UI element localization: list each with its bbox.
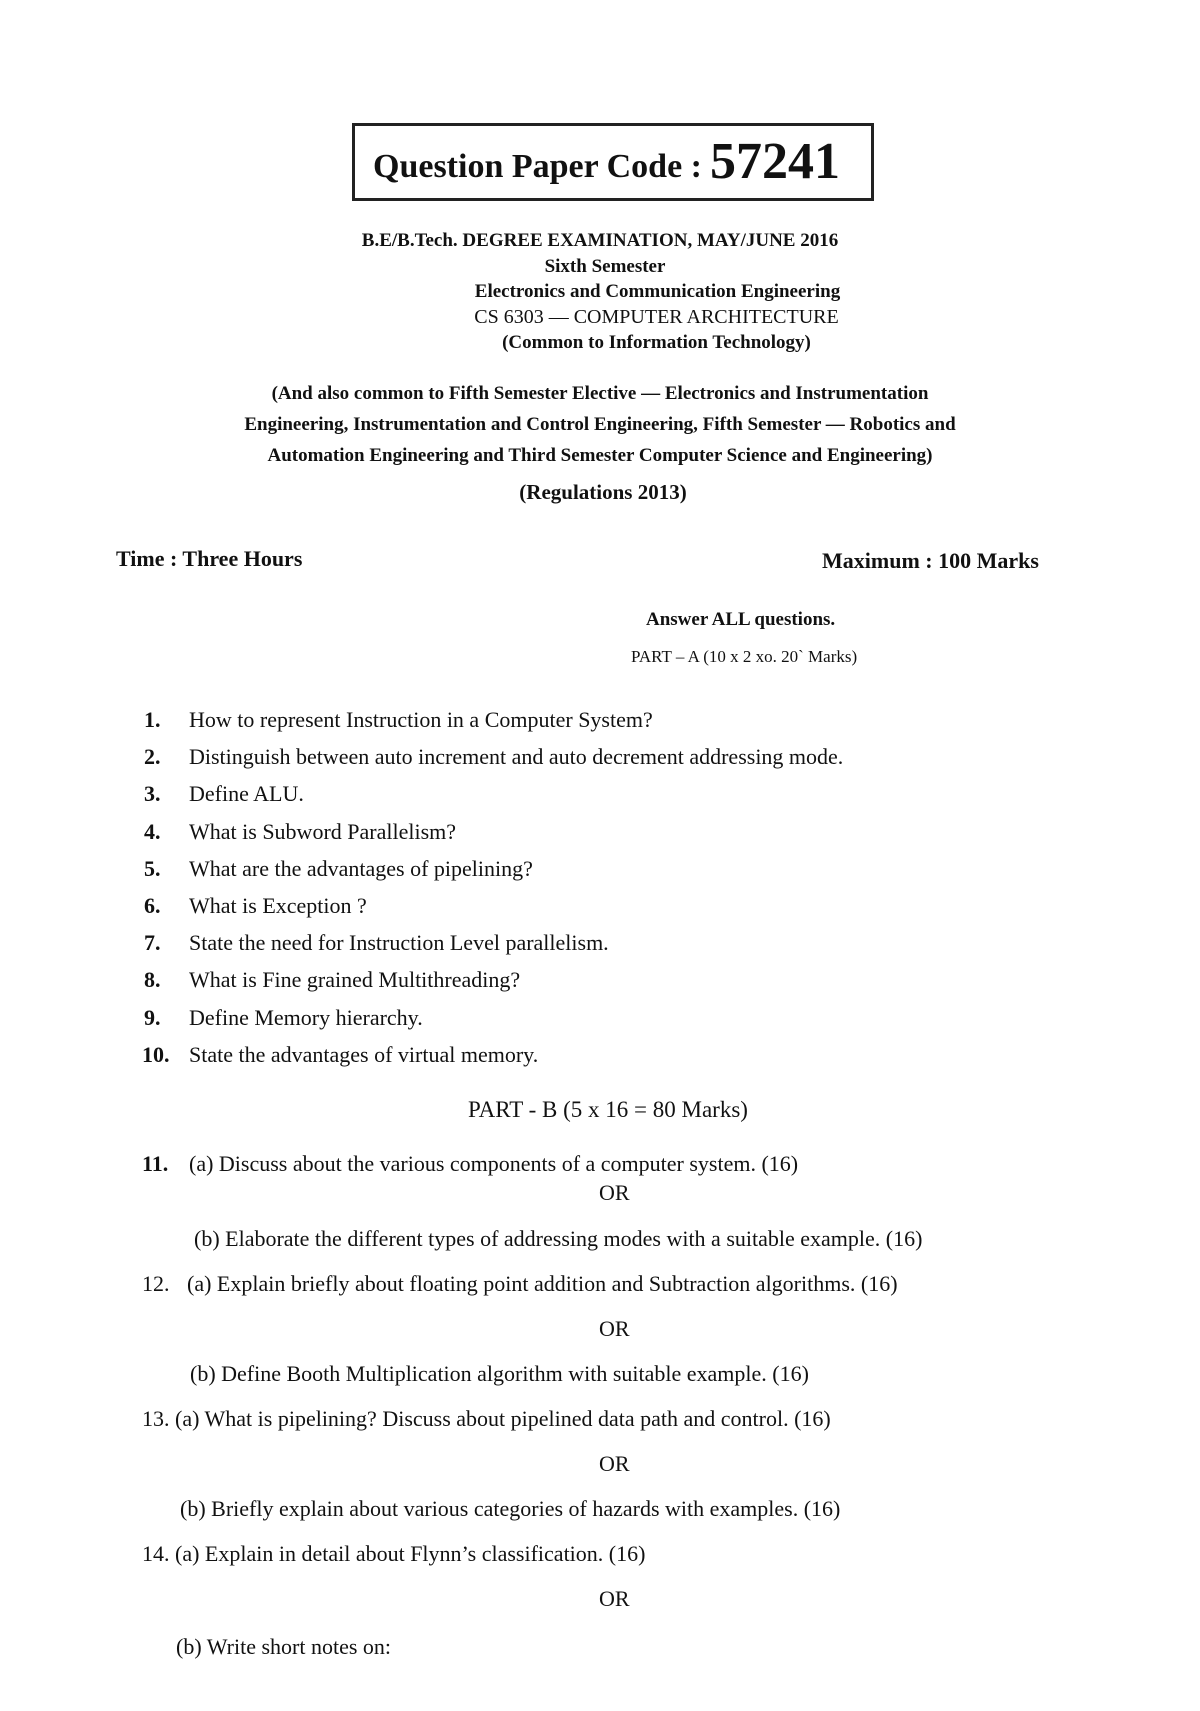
- also-common-line1: (And also common to Fifth Semester Elective — Electronics and Instrumentation: [271, 383, 929, 404]
- question-text: How to represent Instruction in a Computer System?: [189, 707, 653, 732]
- question-number: 8.: [144, 967, 161, 992]
- semester: Sixth Semester: [544, 256, 666, 277]
- exam-title: B.E/B.Tech. DEGREE EXAMINATION, MAY/JUNE 2016: [361, 230, 839, 251]
- or-label-11: OR: [599, 1180, 630, 1205]
- also-common-line3: Automation Engineering and Third Semester Computer Science and Engineering): [267, 445, 933, 466]
- q12a-text: (a) Explain briefly about floating point addition and Subtraction algorithms. (16): [187, 1271, 898, 1296]
- common-to: (Common to Information Technology): [502, 332, 811, 353]
- q14b-text: (b) Write short notes on:: [176, 1634, 392, 1659]
- question-text: What is Subword Parallelism?: [189, 819, 457, 844]
- question-number: 6.: [144, 893, 161, 918]
- question-number: 5.: [144, 856, 161, 881]
- question-number: 4.: [144, 819, 161, 844]
- question-text: What is Exception ?: [189, 893, 367, 918]
- question-number: 10.: [142, 1042, 170, 1067]
- q12b-text: (b) Define Booth Multiplication algorithm with suitable example. (16): [190, 1361, 809, 1386]
- time-label: Time : Three Hours: [116, 546, 303, 571]
- department: Electronics and Communication Engineering: [474, 281, 841, 302]
- question-paper-code-box: [352, 123, 874, 201]
- code-label: Question Paper Code :: [373, 148, 702, 185]
- question-number: 9.: [144, 1005, 161, 1030]
- question-text: Define Memory hierarchy.: [189, 1005, 423, 1030]
- question-text: Distinguish between auto increment and auto decrement addressing mode.: [189, 744, 844, 769]
- question-number: 7.: [144, 930, 161, 955]
- code-number: 57241: [710, 133, 840, 190]
- question-number: 3.: [144, 781, 161, 806]
- question-text: Define ALU.: [189, 781, 304, 806]
- question-text: What is Fine grained Multithreading?: [189, 967, 521, 992]
- part-a-heading: PART – A (10 x 2 xo. 20` Marks): [631, 647, 858, 666]
- question-text: State the need for Instruction Level parallelism.: [189, 930, 609, 955]
- question-number: 2.: [144, 744, 161, 769]
- q11a-text: (a) Discuss about the various components of a computer system. (16): [189, 1151, 799, 1176]
- regulations: (Regulations 2013): [519, 480, 687, 504]
- or-label-13: OR: [599, 1451, 630, 1476]
- q12-number: 12.: [142, 1271, 170, 1296]
- q11b-text: (b) Elaborate the different types of addressing modes with a suitable example. (16): [194, 1226, 923, 1251]
- q13b-text: (b) Briefly explain about various categories of hazards with examples. (16): [180, 1496, 841, 1521]
- q13a-text: 13. (a) What is pipelining? Discuss about pipelined data path and control. (16): [142, 1406, 831, 1431]
- max-marks-label: Maximum : 100 Marks: [822, 548, 1039, 573]
- question-text: State the advantages of virtual memory.: [189, 1042, 539, 1067]
- q14a-text: 14. (a) Explain in detail about Flynn’s classification. (16): [142, 1541, 646, 1566]
- question-text: What are the advantages of pipelining?: [189, 856, 533, 881]
- part-b-heading: PART - B (5 x 16 = 80 Marks): [468, 1097, 748, 1122]
- question-number: 1.: [144, 707, 161, 732]
- course-title: CS 6303 — COMPUTER ARCHITECTURE: [474, 306, 839, 328]
- also-common-line2: Engineering, Instrumentation and Control Engineering, Fifth Semester — Robotics and: [244, 414, 956, 435]
- or-label-14: OR: [599, 1586, 630, 1611]
- instruction: Answer ALL questions.: [646, 609, 836, 630]
- or-label-12: OR: [599, 1316, 630, 1341]
- q11-number: 11.: [142, 1151, 169, 1176]
